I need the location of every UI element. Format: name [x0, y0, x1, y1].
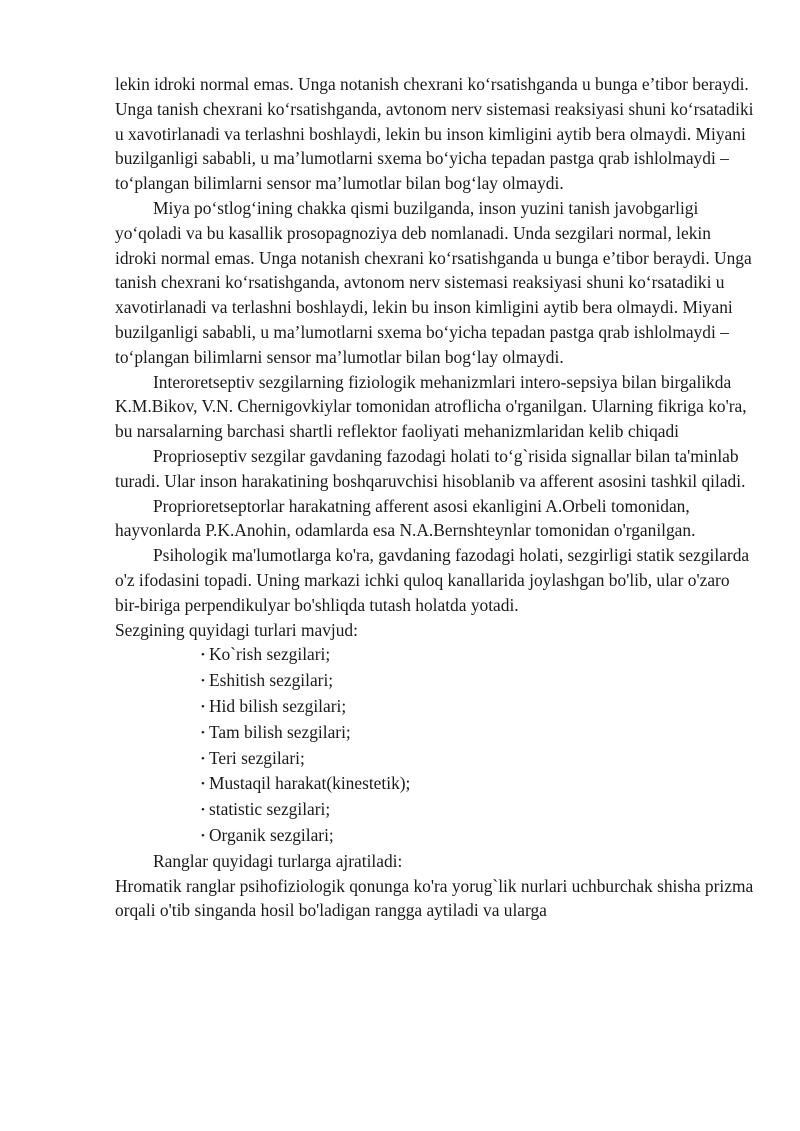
bullet-icon: • [201, 700, 205, 713]
bullet-icon: • [201, 649, 205, 662]
bullet-icon: • [201, 675, 205, 688]
bullet-icon: • [201, 804, 205, 817]
list-item-text: Mustaqil harakat(kinestetik); [209, 773, 411, 794]
list-item-text: Ko`rish sezgilari; [209, 644, 331, 665]
list-item [201, 720, 755, 746]
list-item [201, 797, 755, 823]
paragraph-1: lekin idroki normal emas. Unga notanish chexrani ko‘rsatishganda u bunga e’tibor beraydi. Unga tanish chexrani ko‘rsatishganda, avtonom nerv sistemasi reaksiyasi shuni ko‘rsatadiki u xavotirlanadi va terlashni boshlaydi, lekin bu inson kimligini aytib bera olmaydi. Miyani buzilganligi sababli, u ma’lumotlarni sxema bo‘yicha tepadan pastga qrab ishlolmaydi – to‘plangan bilimlarni sensor ma’lumotlar bilan bog‘lay olmaydi. [115, 74, 754, 194]
bullet-icon: • [201, 752, 205, 765]
list-item [201, 771, 755, 797]
list-item-text: Organik sezgilari; [209, 824, 334, 845]
paragraph-4: Proprioseptiv sezgilar gavdaning fazodagi holati to‘g`risida signallar bilan ta'minlab turadi. Ular inson harakatining boshqaruvchisi hisoblanib va afferent asosini tashkil qiladi. [115, 445, 746, 491]
paragraph-3: Interoretseptiv sezgilarning fiziologik mehanizmlari intero-sepsiya bilan birgalikda K.M.Bikov, V.N. Chernigovkiylar tomonidan atroflicha o'rganilgan. Ularning fikriga ko'ra, bu narsalarning barchasi shartli reflektor faoliyati mehanizmlaridan kelib chiqadi [115, 371, 747, 442]
list-item-text: Teri sezgilari; [209, 747, 305, 768]
list-item-text: Tam bilish sezgilari; [209, 721, 351, 742]
paragraph-8: Hromatik ranglar psihofiziologik qonunga ko'ra yorug`lik nurlari uchburchak shisha prizma orqali o'tib singanda hosil bo'ladigan rangga aytiladi va ularga [115, 875, 754, 921]
list-intro: Sezgining quyidagi turlari mavjud: [115, 619, 358, 640]
list-item-text: Hid bilish sezgilari; [209, 695, 347, 716]
list-item [201, 694, 755, 720]
list-item [201, 642, 755, 668]
bullet-list [115, 642, 755, 848]
paragraph-6: Psihologik ma'lumotlarga ko'ra, gavdaning fazodagi holati, sezgirligi statik sezgilarda o'z ifodasini topadi. Uning markazi ichki quloq kanallarida joylashgan bo'lib, ular o'zaro bir-biriga perpendikulyar bo'shliqda tutash holatda yotadi. [115, 545, 750, 615]
paragraph-5: Proprioretseptorlar harakatning afferent asosi ekanligini A.Orbeli tomonidan, hayvonlarda P.K.Anohin, odamlarda esa N.A.Bernshteynlar tomonidan o'rganilgan. [115, 495, 696, 541]
list-item [201, 823, 755, 849]
document-page [115, 72, 755, 923]
paragraph-2: Miya po‘stlog‘ining chakka qismi buzilganda, inson yuzini tanish javobgarligi yo‘qoladi va bu kasallik prosopagnoziya deb nomlanadi. Unda sezgilari normal, lekin idroki normal emas. Unga notanish chexrani ko‘rsatishganda u bunga e’tibor beraydi. Unga tanish chexrani ko‘rsatishganda, avtonom nerv sistemasi reaksiyasi shuni ko‘rsatadiki u xavotirlanadi va terlashni boshlaydi, lekin bu inson kimligini aytib bera olmaydi. Miyani buzilganligi sababli, u ma’lumotlarni sxema bo‘yicha tepadan pastga qrab ishlolmaydi – to‘plangan bilimlarni sensor ma’lumotlar bilan bog‘lay olmaydi. [115, 197, 752, 367]
list-item [201, 668, 755, 694]
paragraph-7: Ranglar quyidagi turlarga ajratiladi: [153, 850, 403, 871]
bullet-icon: • [201, 829, 205, 842]
bullet-icon: • [201, 778, 205, 791]
list-item [201, 746, 755, 772]
list-item-text: statistic sezgilari; [209, 799, 331, 820]
bullet-icon: • [201, 726, 205, 739]
list-item-text: Eshitish sezgilari; [209, 670, 334, 691]
